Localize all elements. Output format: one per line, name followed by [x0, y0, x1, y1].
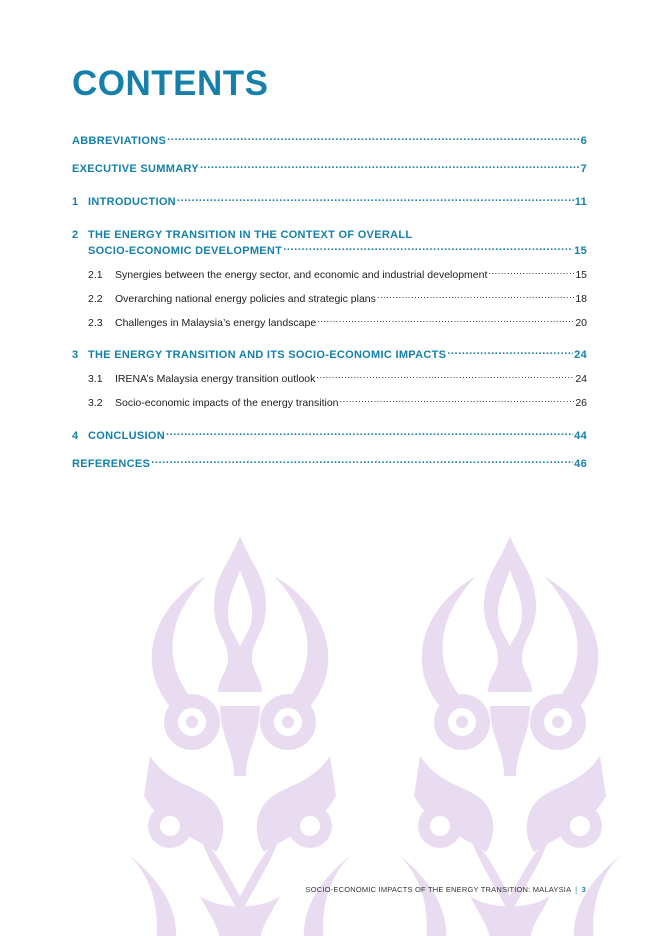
toc-entry-page: 15 [575, 269, 587, 281]
toc-entry-label: EXECUTIVE SUMMARY [72, 163, 199, 175]
toc-entry-references[interactable] [72, 456, 587, 472]
toc-entry-label-line2: SOCIO-ECONOMIC DEVELOPMENT [88, 245, 283, 257]
toc-entry-chapter-4[interactable] [72, 428, 587, 444]
dot-leader [377, 292, 574, 302]
toc-entry-label: ABBREVIATIONS [72, 135, 167, 147]
toc-entry-page: 11 [574, 196, 587, 208]
toc-entry-number: 1 [72, 196, 79, 208]
dot-leader [488, 268, 574, 278]
dot-leader [316, 372, 574, 382]
toc-entry-label: CONCLUSION [88, 430, 165, 442]
dot-leader [283, 244, 573, 254]
toc-entry-number: 3 [72, 349, 79, 361]
toc-entry-page: 26 [575, 397, 587, 409]
toc-entry-page: 46 [574, 458, 587, 470]
page-title: CONTENTS [72, 64, 269, 103]
toc-entry-abbreviations[interactable] [72, 133, 587, 149]
toc-entry-page: 7 [580, 163, 587, 175]
toc-entry-number: 2 [72, 229, 79, 241]
dot-leader [167, 134, 579, 144]
toc-entry-number: 3.2 [88, 397, 103, 409]
toc-entry-label: Socio-economic impacts of the energy transition [115, 397, 339, 409]
toc-entry-section-3-2[interactable] [72, 395, 587, 411]
toc-entry-label-line1: THE ENERGY TRANSITION IN THE CONTEXT OF OVERALL [88, 229, 413, 241]
dot-leader [340, 396, 575, 406]
dot-leader [151, 457, 573, 467]
toc-entry-number: 4 [72, 430, 79, 442]
toc-entry-chapter-2[interactable] [72, 227, 587, 259]
toc-entry-section-2-3[interactable] [72, 315, 587, 331]
toc-entry-label: REFERENCES [72, 458, 151, 470]
toc-entry-label: INTRODUCTION [88, 196, 176, 208]
toc-entry-number: 2.1 [88, 269, 103, 281]
dot-leader [177, 195, 574, 205]
toc-entry-label: Synergies between the energy sector, and economic and industrial development [115, 269, 488, 281]
toc-entry-heading [72, 227, 587, 243]
dot-leader [447, 348, 573, 358]
page-number: 3 [581, 885, 586, 894]
toc-entry-chapter-3[interactable] [72, 347, 587, 363]
toc-entry-chapter-1[interactable] [72, 194, 587, 210]
footer-title: SOCIO-ECONOMIC IMPACTS OF THE ENERGY TRANSITION: MALAYSIA [305, 885, 571, 894]
toc-entry-number: 3.1 [88, 373, 103, 385]
footer-separator: | [575, 885, 578, 894]
toc-entry-label: Overarching national energy policies and strategic plans [115, 293, 376, 305]
decorative-ornament [0, 530, 662, 936]
toc-entry-page: 18 [575, 293, 587, 305]
toc-entry-label: Challenges in Malaysia’s energy landscape [115, 317, 317, 329]
toc-entry-section-2-2[interactable] [72, 291, 587, 307]
toc-entry-executive-summary[interactable] [72, 161, 587, 177]
toc-entry-heading-continued [72, 243, 587, 259]
toc-entry-section-2-1[interactable] [72, 267, 587, 283]
toc-entry-section-3-1[interactable] [72, 371, 587, 387]
toc-entry-number: 2.2 [88, 293, 103, 305]
toc-entry-page: 44 [574, 430, 587, 442]
toc-entry-page: 15 [574, 245, 587, 257]
toc-entry-page: 20 [575, 317, 587, 329]
toc-entry-label: THE ENERGY TRANSITION AND ITS SOCIO-ECONOMIC IMPACTS [88, 349, 447, 361]
toc-entry-page: 24 [574, 349, 587, 361]
dot-leader [317, 316, 574, 326]
toc-entry-label: IRENA’s Malaysia energy transition outlook [115, 373, 316, 385]
page-footer [306, 885, 586, 894]
table-of-contents [72, 133, 587, 472]
dot-leader [166, 429, 573, 439]
toc-entry-page: 6 [580, 135, 587, 147]
toc-entry-number: 2.3 [88, 317, 103, 329]
dot-leader [200, 162, 580, 172]
toc-entry-page: 24 [575, 373, 587, 385]
